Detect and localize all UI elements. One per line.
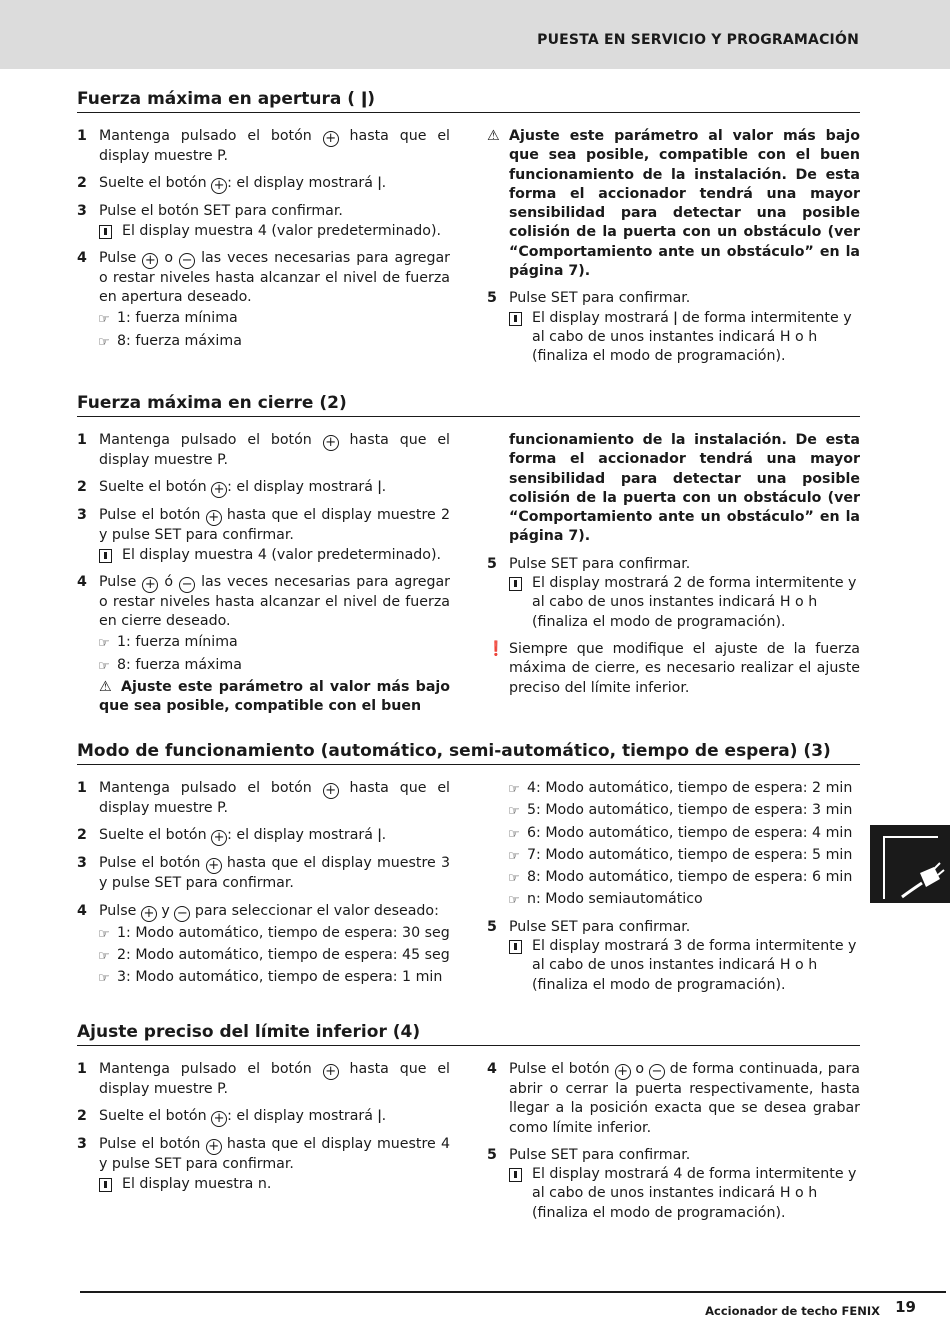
display-char: ǀ [377, 175, 382, 192]
display-char: n [257, 1175, 267, 1192]
section-title: Fuerza máxima en cierre (2) [77, 392, 860, 417]
important-note: ❗ Siempre que modifique el ajuste de la fuerza máxima de cierre, es necesario realizar el ajuste preciso del límite inferior. [487, 640, 860, 696]
list-item: ☞ 1: fuerza mínima [77, 309, 450, 328]
display-char: ǀ [377, 827, 382, 844]
info-note: El display mostrará 2 de forma intermitente y al cabo de unos instantes indicará H o h (finaliza el modo de programación). [509, 574, 860, 632]
step-1: 1 Mantenga pulsado el botón + hasta que el display muestre P. [77, 128, 450, 164]
info-note: El display mostrará ǀ de forma intermitente y al cabo de unos instantes indicará H o h (finaliza el modo de programación). [509, 309, 860, 367]
plus-button-icon: + [142, 577, 158, 593]
warning-icon: ⚠ [99, 679, 112, 696]
pointing-hand-icon: ☞ [508, 848, 520, 864]
minus-button-icon: − [179, 577, 195, 593]
info-icon [99, 1178, 112, 1192]
page-number: 19 [895, 1298, 916, 1316]
list-item: ☞ 8: Modo automático, tiempo de espera: 6 min [487, 868, 860, 887]
minus-button-icon: − [174, 906, 190, 922]
list-item: ☞ 1: Modo automático, tiempo de espera: 30 seg [77, 924, 450, 943]
section-title: Ajuste preciso del límite inferior (4) [77, 1021, 860, 1046]
list-item: ☞ 4: Modo automático, tiempo de espera: 2 min [487, 779, 860, 798]
pointing-hand-icon: ☞ [508, 893, 520, 909]
pointing-hand-icon: ☞ [98, 948, 110, 964]
plus-button-icon: + [206, 858, 222, 874]
plus-button-icon: + [206, 1139, 222, 1155]
display-char: 4 [673, 1166, 683, 1183]
pointing-hand-icon: ☞ [508, 782, 520, 797]
plus-button-icon: + [323, 783, 339, 799]
info-note: El display mostrará 4 de forma intermitente y al cabo de unos instantes indicará H o h (finaliza el modo de programación). [509, 1165, 860, 1223]
list-item: ☞ 6: Modo automático, tiempo de espera: 4 min [487, 824, 860, 843]
s1-right-column [487, 127, 860, 375]
plus-button-icon: + [142, 253, 158, 269]
plug-icon [870, 825, 950, 903]
s4-right-column [487, 1060, 860, 1231]
section-lower-limit [77, 1021, 860, 1046]
s1-left-column [77, 127, 450, 351]
step-1: 1 Mantenga pulsado el botón + hasta que el display muestre P. [77, 432, 450, 468]
s3-left-column [77, 779, 450, 987]
info-icon [509, 577, 522, 591]
footer-doc-title: Accionador de techo FENIX [705, 1304, 880, 1318]
list-item: ☞ 5: Modo automático, tiempo de espera: 3 min [487, 801, 860, 820]
info-note: El display muestra n. [99, 1175, 450, 1194]
display-char: P [217, 800, 224, 816]
display-char: ǀ [377, 1108, 382, 1125]
info-icon [509, 940, 522, 954]
step-5: 5 Pulse SET para confirmar. El display mostrará 3 de forma intermitente y al cabo de unos instantes indicará H o h (finaliza el modo de programación). [487, 918, 860, 995]
pointing-hand-icon: ☞ [98, 312, 110, 328]
plus-button-icon: + [206, 510, 222, 526]
plus-button-icon: + [323, 131, 339, 147]
display-char: ǀ [377, 479, 382, 496]
minus-button-icon: − [649, 1064, 665, 1080]
display-char: 4 [257, 546, 267, 563]
display-char: 4 [257, 222, 267, 239]
step-4: 4 Pulse + ó − las veces necesarias para agregar o restar niveles hasta alcanzar el nivel de fuerza en cierre deseado. [77, 573, 451, 630]
pointing-hand-icon: ☞ [98, 636, 110, 652]
list-item: ☞ 3: Modo automático, tiempo de espera: 1 min [77, 968, 450, 987]
step-2: 2 Suelte el botón + : el display mostrará ǀ. [77, 1108, 387, 1127]
display-char: 2 [673, 575, 683, 592]
display-char: h [808, 957, 818, 974]
plus-button-icon: + [323, 1064, 339, 1080]
step-5: 5 Pulse SET para confirmar. El display mostrará ǀ de forma intermitente y al cabo de unos instantes indicará H o h (finaliza el modo de programación). [487, 289, 860, 366]
s4-left-column [77, 1060, 450, 1202]
list-item: ☞ n: Modo semiautomático [487, 890, 860, 909]
step-4: 4 Pulse + o − las veces necesarias para agregar o restar niveles hasta alcanzar el nivel de fuerza en apertura deseado. [77, 249, 451, 306]
minus-button-icon: − [179, 253, 195, 269]
section-force-open [77, 88, 860, 113]
pointing-hand-icon: ☞ [98, 926, 110, 942]
display-char: 3 [673, 938, 683, 955]
step-3: 3 Pulse el botón + hasta que el display muestre 2 y pulse SET para confirmar. El display muestra 4 (valor predeterminado). [77, 506, 450, 565]
info-icon [509, 1168, 522, 1182]
pointing-hand-icon: ☞ [508, 804, 520, 820]
display-char: H [779, 957, 791, 974]
info-note: El display muestra 4 (valor predeterminado). [99, 546, 450, 565]
step-1: 1 Mantenga pulsado el botón + hasta que el display muestre P. [77, 780, 450, 816]
plus-button-icon: + [211, 178, 227, 194]
display-char: H [779, 328, 791, 345]
display-char: h [808, 1185, 818, 1202]
display-char: ǀ [673, 309, 678, 326]
s3-right-column [487, 779, 860, 1003]
warning-note: ⚠ Ajuste este parámetro al valor más bajo que sea posible, compatible con el buen [99, 679, 450, 715]
display-char: 3 [440, 855, 450, 872]
section-force-close [77, 392, 860, 417]
plus-button-icon: + [211, 482, 227, 498]
plus-button-icon: + [211, 1111, 227, 1127]
pointing-hand-icon: ☞ [98, 334, 110, 350]
pointing-hand-icon: ☞ [508, 826, 520, 842]
plus-button-icon: + [141, 906, 157, 922]
info-icon [99, 225, 112, 239]
step-5: 5 Pulse SET para confirmar. El display mostrará 4 de forma intermitente y al cabo de unos instantes indicará H o h (finaliza el modo de programación). [487, 1146, 860, 1223]
step-3: 3 Pulse el botón SET para confirmar. El display muestra 4 (valor predeterminado). [77, 202, 450, 241]
pointing-hand-icon: ☞ [508, 871, 520, 887]
display-char: 2 [440, 507, 450, 524]
warning-note: ⚠ Ajuste este parámetro al valor más bajo que sea posible, compatible con el buen funcionamiento de la instalación. De esta forma el accionador tendrá una mayor sensibilidad para detectar una posible colisión de la puerta con un obstáculo (ver “Comportamiento ante un obstáculo” en la página 7). [487, 128, 860, 280]
step-3: 3 Pulse el botón + hasta que el display muestre 4 y pulse SET para confirmar. El display muestra n. [77, 1135, 450, 1194]
step-3: 3 Pulse el botón + hasta que el display muestre 3 y pulse SET para confirmar. [77, 855, 450, 892]
warning-note-continued: funcionamiento de la instalación. De esta forma el accionador tendrá una mayor sensibilidad para detectar una posible colisión de la puerta con un obstáculo (ver “Comportamiento ante un obstáculo” en la página 7). [509, 432, 860, 545]
list-item: ☞ 1: fuerza mínima [77, 633, 450, 652]
exclamation-icon: ❗ [487, 640, 505, 657]
display-char: P [217, 148, 224, 164]
warning-icon: ⚠ [487, 128, 500, 144]
step-4: 4 Pulse + y − para seleccionar el valor deseado: [77, 902, 439, 921]
display-char: H [779, 1185, 791, 1202]
info-note: El display muestra 4 (valor predeterminado). [99, 222, 450, 241]
display-char: H [779, 594, 791, 611]
plus-button-icon: + [211, 830, 227, 846]
pointing-hand-icon: ☞ [98, 658, 110, 674]
info-icon [509, 312, 522, 326]
s2-right-column [487, 431, 860, 698]
page-header [0, 0, 950, 69]
display-char: h [808, 328, 818, 345]
step-5: 5 Pulse SET para confirmar. El display mostrará 2 de forma intermitente y al cabo de unos instantes indicará H o h (finaliza el modo de programación). [487, 555, 860, 632]
list-item: ☞ 8: fuerza máxima [77, 332, 450, 351]
footer-divider [80, 1291, 946, 1293]
s2-left-column [77, 431, 450, 717]
step-2: 2 Suelte el botón + : el display mostrará ǀ. [77, 175, 387, 194]
info-note: El display mostrará 3 de forma intermitente y al cabo de unos instantes indicará H o h (finaliza el modo de programación). [509, 937, 860, 995]
header-title: PUESTA EN SERVICIO Y PROGRAMACIÓN [537, 32, 859, 48]
section-title: Modo de funcionamiento (automático, semi-automático, tiempo de espera) (3) [77, 740, 860, 765]
list-item: ☞ 8: fuerza máxima [77, 656, 450, 675]
list-item: ☞ 7: Modo automático, tiempo de espera: 5 min [487, 846, 860, 865]
display-char: h [808, 594, 818, 611]
section-operating-mode [77, 740, 860, 765]
plus-button-icon: + [323, 435, 339, 451]
plus-button-icon: + [615, 1064, 631, 1080]
section-tab [870, 825, 950, 903]
pointing-hand-icon: ☞ [98, 971, 110, 987]
step-2: 2 Suelte el botón + : el display mostrará ǀ. [77, 479, 387, 498]
section-title: Fuerza máxima en apertura ( ǀ) [77, 88, 860, 113]
step-4: 4 Pulse el botón + o − de forma continuada, para abrir o cerrar la puerta respectivamente, hasta llegar a la posición exacta que se desea grabar como límite inferior. [487, 1061, 860, 1136]
step-2: 2 Suelte el botón + : el display mostrará ǀ. [77, 827, 387, 846]
info-icon [99, 549, 112, 563]
step-1: 1 Mantenga pulsado el botón + hasta que el display muestre P. [77, 1061, 450, 1097]
list-item: ☞ 2: Modo automático, tiempo de espera: 45 seg [77, 946, 450, 965]
display-char: P [217, 452, 224, 468]
display-char: 4 [440, 1136, 450, 1153]
display-char: P [217, 1081, 224, 1097]
